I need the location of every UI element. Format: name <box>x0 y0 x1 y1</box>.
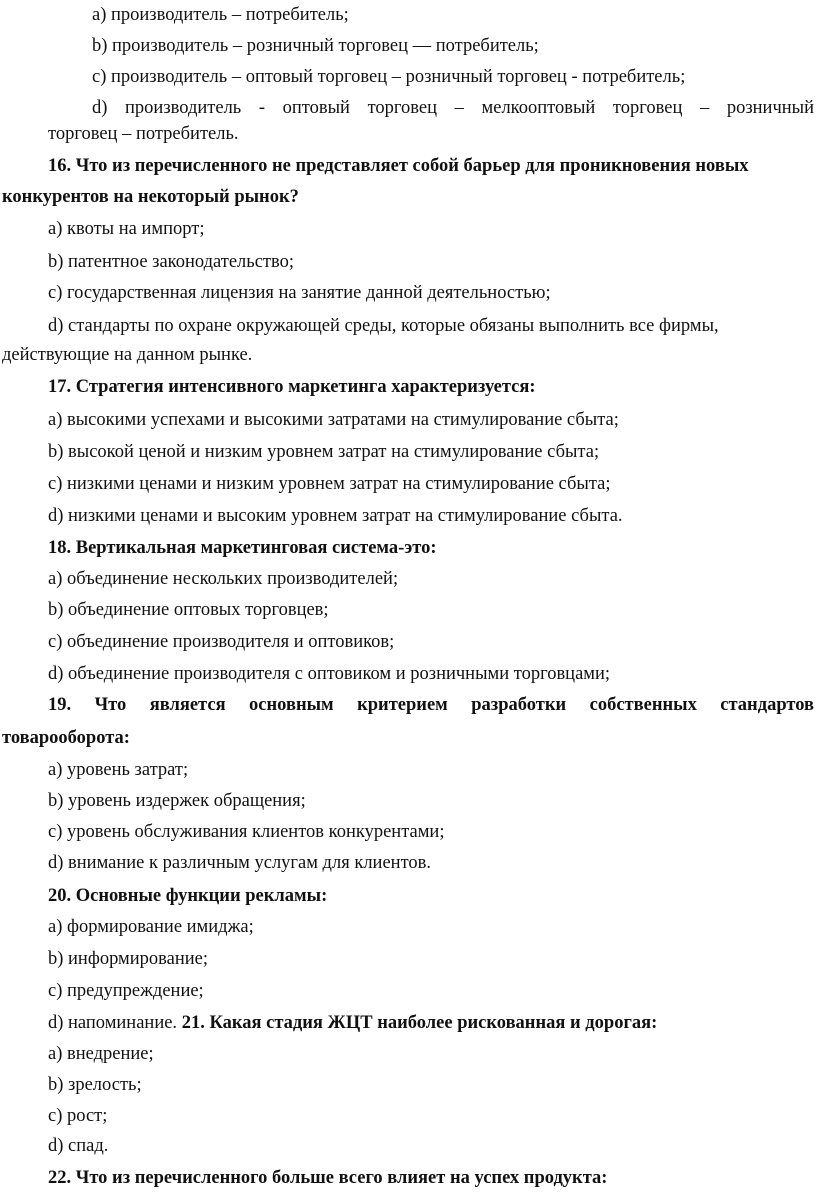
q18-option-c: c) объединение производителя и оптовиков; <box>48 632 395 652</box>
q17-question: 17. Стратегия интенсивного маркетинга характеризуется: <box>48 377 536 397</box>
q20-option-d-with-q21 <box>48 1010 816 1036</box>
q21-question: 21. Какая стадия ЖЦТ наиболее рискованная и дорогая: <box>181 1013 658 1033</box>
q16-question-line1: 16. Что из перечисленного не представляет собой барьер для проникновения новых <box>48 156 749 176</box>
q17-option-d: d) низкими ценами и высоким уровнем затрат на стимулирование сбыта. <box>48 506 623 526</box>
q20-option-b: b) информирование; <box>48 949 209 969</box>
q15-option-d-line1: d) производитель - оптовый торговец – мелкооптовый торговец – розничный <box>92 98 814 118</box>
q16-option-d-line1: d) стандарты по охране окружающей среды, которые обязаны выполнить все фирмы, <box>48 316 719 336</box>
q16-question-line2: конкурентов на некоторый рынок? <box>2 187 299 207</box>
q15-option-a: a) производитель – потребитель; <box>92 5 349 25</box>
q17-option-c: c) низкими ценами и низким уровнем затрат на стимулирование сбыта; <box>48 474 611 494</box>
q18-question: 18. Вертикальная маркетинговая система-это: <box>48 538 437 558</box>
q17-option-b: b) высокой ценой и низким уровнем затрат на стимулирование сбыта; <box>48 442 600 462</box>
q18-option-d: d) объединение производителя с оптовиком и розничными торговцами; <box>48 664 611 684</box>
q16-option-d-line2: действующие на данном рынке. <box>2 345 253 365</box>
q19-option-c: c) уровень обслуживания клиентов конкурентами; <box>48 822 445 842</box>
q21-option-c: c) рост; <box>48 1106 108 1126</box>
q15-option-c: c) производитель – оптовый торговец – розничный торговец - потребитель; <box>92 67 686 87</box>
q16-option-a: a) квоты на импорт; <box>48 219 205 239</box>
q18-option-b: b) объединение оптовых торговцев; <box>48 600 329 620</box>
q16-option-c: c) государственная лицензия на занятие данной деятельностью; <box>48 283 551 303</box>
q21-option-a: a) внедрение; <box>48 1044 154 1064</box>
q15-option-d-line2: торговец – потребитель. <box>48 124 239 144</box>
q20-option-c: c) предупреждение; <box>48 981 204 1001</box>
q18-option-a: a) объединение нескольких производителей; <box>48 569 399 589</box>
q19-question-line2: товарооборота: <box>2 728 130 748</box>
q19-option-a: a) уровень затрат; <box>48 760 189 780</box>
q19-question-line1: 19. Что является основным критерием разработки собственных стандартов <box>48 695 814 715</box>
q16-option-b: b) патентное законодательство; <box>48 252 295 272</box>
q21-option-b: b) зрелость; <box>48 1075 142 1095</box>
q19-option-d: d) внимание к различным услугам для клиентов. <box>48 853 432 873</box>
q15-option-b: b) производитель – розничный торговец — потребитель; <box>92 36 539 56</box>
q20-option-d: d) напоминание. <box>48 1013 178 1033</box>
q21-option-d: d) спад. <box>48 1136 109 1156</box>
q19-option-b: b) уровень издержек обращения; <box>48 791 306 811</box>
q22-question: 22. Что из перечисленного больше всего влияет на успех продукта: <box>48 1168 608 1188</box>
q20-question: 20. Основные функции рекламы: <box>48 886 328 906</box>
q20-option-a: a) формирование имиджа; <box>48 917 254 937</box>
q17-option-a: a) высокими успехами и высокими затратами на стимулирование сбыта; <box>48 410 619 430</box>
